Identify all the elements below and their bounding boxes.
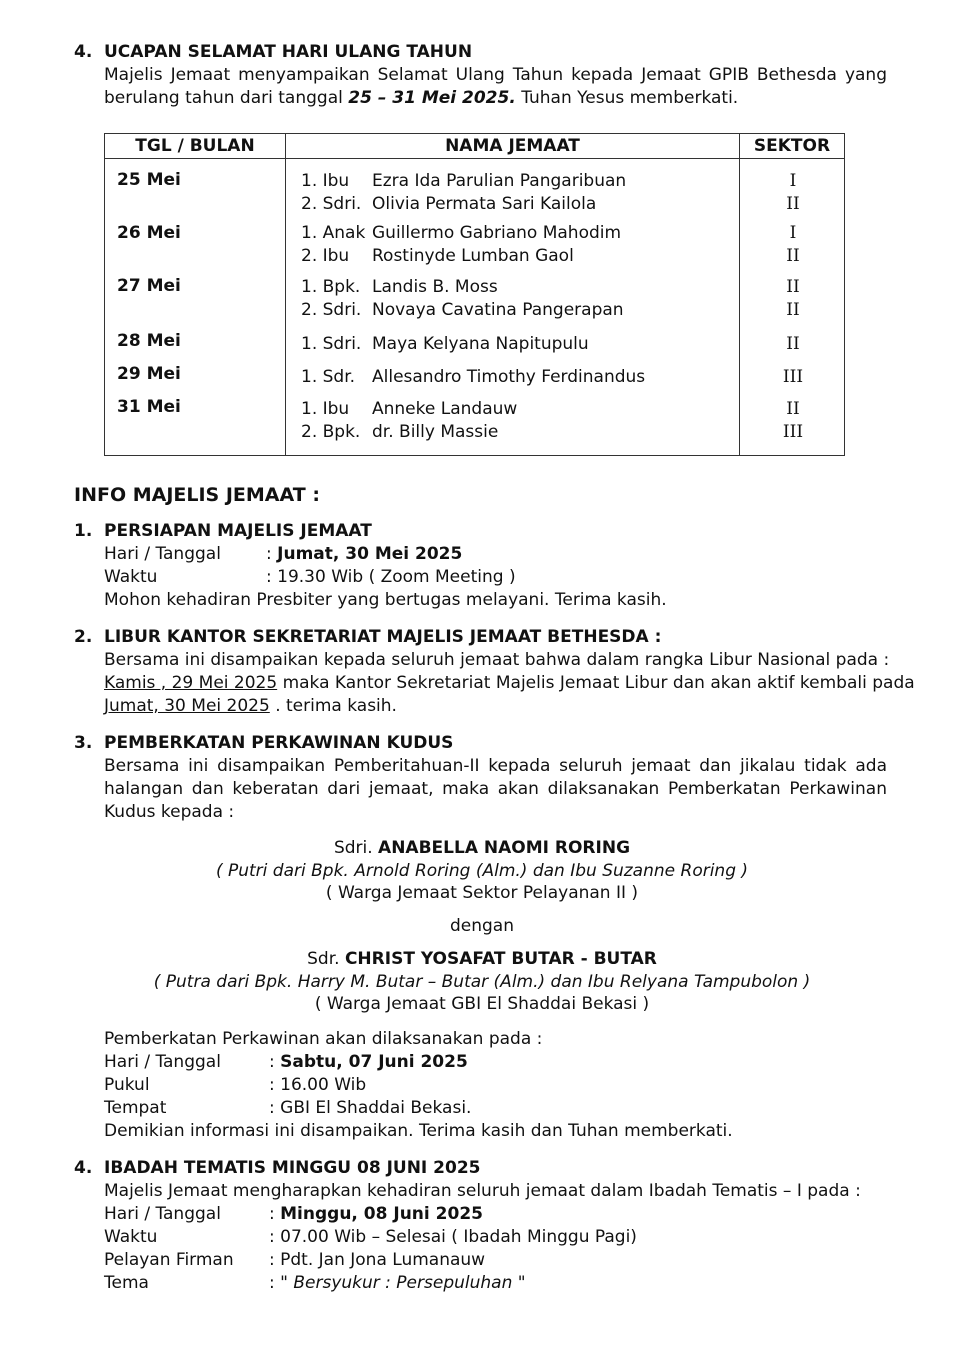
member-title: 1. Anak: [301, 223, 366, 243]
field-value: : 16.00 Wib: [269, 1075, 367, 1095]
item-title: PEMBERKATAN PERKAWINAN KUDUS: [104, 733, 454, 753]
value-text: 19.30 Wib ( Zoom Meeting ): [277, 567, 516, 587]
member-sektor: II: [786, 246, 800, 266]
member-sektor: I: [789, 223, 797, 243]
text-fragment: maka Kantor Sekretariat Majelis Jemaat Libur dan akan aktif kembali pada: [277, 673, 915, 693]
field-label: Waktu: [104, 1227, 158, 1247]
field-label: Pukul: [104, 1075, 150, 1095]
name-prefix: Sdri.: [333, 838, 379, 858]
row-date: 26 Mei: [117, 223, 181, 243]
item-closing: Demikian informasi ini disampaikan. Terima kasih dan Tuhan memberkati.: [104, 1121, 733, 1141]
member-title: 1. Ibu: [301, 399, 350, 419]
bride-church: ( Warga Jemaat Sektor Pelayanan II ): [325, 883, 639, 903]
birthday-table: [104, 133, 845, 456]
field-value: : Pdt. Jan Jona Lumanauw: [269, 1250, 486, 1270]
item-text: Pemberkatan Perkawinan akan dilaksanakan pada :: [104, 1029, 543, 1049]
item-text: [104, 695, 397, 718]
row-date: 28 Mei: [117, 331, 181, 351]
reopen-date: Jumat, 30 Mei 2025: [104, 696, 270, 716]
item-text: Bersama ini disampaikan Pemberitahuan-II kepada seluruh jemaat dan jikalau tidak ada halangan dan keberatan dari jemaat, maka akan dilaksanakan Pemberkatan Perkawinan Kudus kepada :: [104, 756, 887, 822]
item-text: Majelis Jemaat mengharapkan kehadiran seluruh jemaat dalam Ibadah Tematis – I pada :: [104, 1181, 861, 1201]
name-prefix: Sdr.: [307, 949, 345, 969]
member-title: 1. Ibu: [301, 171, 350, 191]
member-sektor: II: [786, 334, 800, 354]
value-text: GBI El Shaddai Bekasi.: [280, 1098, 472, 1118]
header-sektor: SEKTOR: [753, 136, 831, 156]
item-number: 3.: [74, 733, 93, 753]
value-text: Sabtu, 07 Juni 2025: [280, 1052, 468, 1072]
field-value: : Sabtu, 07 Juni 2025: [269, 1052, 468, 1072]
item-title: LIBUR KANTOR SEKRETARIAT MAJELIS JEMAAT BETHESDA :: [104, 627, 662, 647]
field-value: : Minggu, 08 Juni 2025: [269, 1204, 483, 1224]
member-sektor: III: [782, 367, 804, 387]
field-label: Pelayan Firman: [104, 1250, 234, 1270]
item-text: Bersama ini disampaikan kepada seluruh jemaat bahwa dalam rangka Libur Nasional pada :: [104, 650, 890, 670]
birthday-paragraph: [104, 64, 887, 110]
item-note: Mohon kehadiran Presbiter yang bertugas melayani. Terima kasih.: [104, 590, 667, 610]
info-heading: INFO MAJELIS JEMAAT :: [74, 484, 320, 506]
member-title: 2. Sdri.: [301, 300, 362, 320]
item-number: 2.: [74, 627, 93, 647]
member-sektor: II: [786, 194, 800, 214]
column-divider: [285, 134, 286, 455]
bride-parents: ( Putri dari Bpk. Arnold Roring (Alm.) dan Ibu Suzanne Roring ): [215, 861, 749, 881]
bride-name: [104, 837, 860, 860]
row-date: 29 Mei: [117, 364, 181, 384]
name-text: ANABELLA NAOMI RORING: [378, 838, 631, 858]
item-text: [104, 672, 915, 695]
date-range: 25 – 31 Mei 2025.: [348, 88, 516, 108]
member-title: 2. Ibu: [301, 246, 350, 266]
field-label: Hari / Tanggal: [104, 1052, 221, 1072]
value-text: 07.00 Wib – Selesai ( Ibadah Minggu Pagi): [280, 1227, 637, 1247]
member-name: Novaya Cavatina Pangerapan: [372, 300, 624, 320]
member-sektor: II: [786, 300, 800, 320]
section-title: UCAPAN SELAMAT HARI ULANG TAHUN: [104, 42, 473, 62]
groom-name: [104, 948, 860, 971]
member-sektor: I: [789, 171, 797, 191]
member-name: dr. Billy Massie: [372, 422, 499, 442]
value-text: 16.00 Wib: [280, 1075, 367, 1095]
member-name: Allesandro Timothy Ferdinandus: [372, 367, 646, 387]
member-title: 1. Bpk.: [301, 277, 361, 297]
section-number: 4.: [74, 42, 93, 62]
value-text: Pdt. Jan Jona Lumanauw: [280, 1250, 486, 1270]
item-title: IBADAH TEMATIS MINGGU 08 JUNI 2025: [104, 1158, 481, 1178]
holiday-date: Kamis , 29 Mei 2025: [104, 673, 278, 693]
member-sektor: II: [786, 277, 800, 297]
member-title: 1. Sdri.: [301, 334, 362, 354]
item-number: 4.: [74, 1158, 93, 1178]
item-title: PERSIAPAN MAJELIS JEMAAT: [104, 521, 372, 541]
member-name: Guillermo Gabriano Mahodim: [372, 223, 622, 243]
header-date: TGL / BULAN: [135, 136, 255, 156]
field-label: Tema: [104, 1273, 149, 1293]
member-title: 2. Bpk.: [301, 422, 361, 442]
field-label: Tempat: [104, 1098, 167, 1118]
row-date: 25 Mei: [117, 170, 181, 190]
member-name: Ezra Ida Parulian Pangaribuan: [372, 171, 627, 191]
name-text: CHRIST YOSAFAT BUTAR - BUTAR: [344, 949, 657, 969]
groom-parents: ( Putra dari Bpk. Harry M. Butar – Butar (Alm.) dan Ibu Relyana Tampubolon ): [153, 972, 811, 992]
row-date: 31 Mei: [117, 397, 181, 417]
field-label: Hari / Tanggal: [104, 1204, 221, 1224]
field-label: Hari / Tanggal: [104, 544, 221, 564]
paragraph-text: Tuhan Yesus memberkati.: [515, 88, 739, 108]
field-value: : GBI El Shaddai Bekasi.: [269, 1098, 472, 1118]
field-value: : 07.00 Wib – Selesai ( Ibadah Minggu Pagi): [269, 1227, 637, 1247]
member-sektor: III: [782, 422, 804, 442]
field-value: : " Bersyukur : Persepuluhan ": [269, 1273, 526, 1293]
member-name: Landis B. Moss: [372, 277, 498, 297]
member-name: Olivia Permata Sari Kailola: [372, 194, 597, 214]
field-label: Waktu: [104, 567, 158, 587]
field-value: : Jumat, 30 Mei 2025: [266, 544, 463, 564]
groom-church: ( Warga Jemaat GBI El Shaddai Bekasi ): [314, 994, 650, 1014]
field-value: : 19.30 Wib ( Zoom Meeting ): [266, 567, 516, 587]
member-sektor: II: [786, 399, 800, 419]
theme-text: Bersyukur : Persepuluhan: [293, 1273, 513, 1293]
connector-text: dengan: [449, 916, 514, 936]
value-text: Minggu, 08 Juni 2025: [280, 1204, 483, 1224]
member-name: Maya Kelyana Napitupulu: [372, 334, 589, 354]
member-name: Rostinyde Lumban Gaol: [372, 246, 574, 266]
header-name: NAMA JEMAAT: [445, 136, 580, 156]
member-title: 2. Sdri.: [301, 194, 362, 214]
column-divider: [739, 134, 740, 455]
row-date: 27 Mei: [117, 276, 181, 296]
value-text: Jumat, 30 Mei 2025: [277, 544, 463, 564]
paragraph-text: Majelis Jemaat menyampaikan Selamat Ulang Tahun kepada Jemaat GPIB Bethesda yang berulang tahun dari tanggal: [104, 65, 887, 108]
item-number: 1.: [74, 521, 93, 541]
text-fragment: . terima kasih.: [269, 696, 397, 716]
member-title: 1. Sdr.: [301, 367, 356, 387]
member-name: Anneke Landauw: [372, 399, 518, 419]
